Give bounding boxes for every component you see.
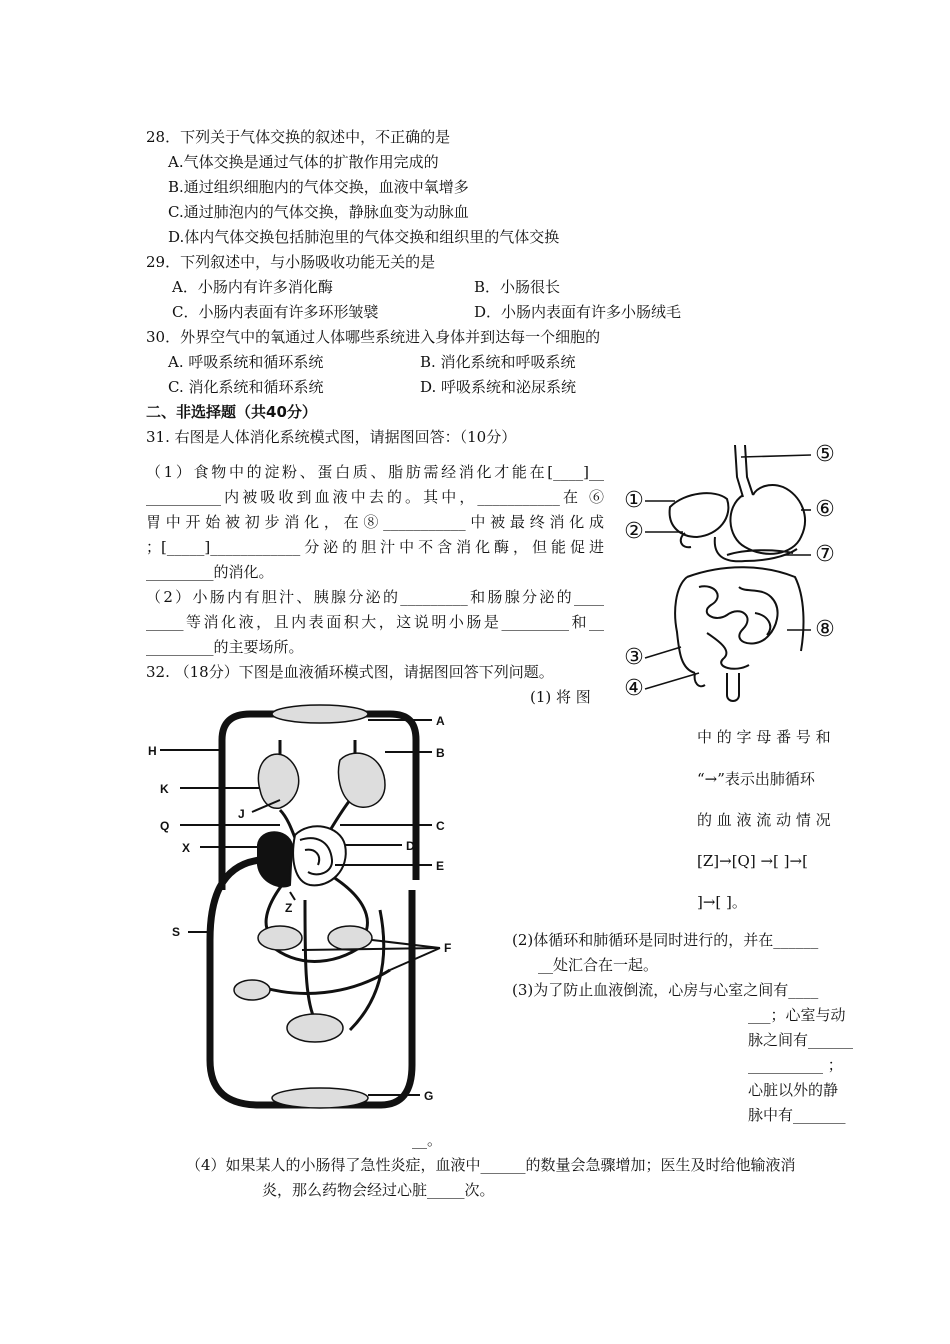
label-6: ⑥ bbox=[815, 495, 835, 521]
q31-part1-line5: _________的消化。 bbox=[146, 563, 274, 581]
q32-sub3-line3: 脉之间有______ bbox=[748, 1031, 854, 1049]
q32-sub1-line4: 的 血 液 流 动 情 况 bbox=[697, 811, 831, 829]
q30-option-d: D. 呼吸系统和泌尿系统 bbox=[420, 378, 577, 396]
label-Q: Q bbox=[160, 819, 170, 833]
q32-sub3-line4: __________ ； bbox=[748, 1056, 843, 1074]
q30-option-c: C. 消化系统和循环系统 bbox=[168, 378, 324, 396]
label-J: J bbox=[238, 807, 245, 821]
label-4: ④ bbox=[624, 674, 644, 700]
q31-part1-line1: （1）食物中的淀粉、蛋白质、脂肪需经消化才能在[____]__ bbox=[146, 463, 604, 481]
q29-option-d: D．小肠内表面有许多小肠绒毛 bbox=[474, 303, 682, 321]
label-8: ⑧ bbox=[815, 615, 835, 641]
label-2: ② bbox=[624, 517, 644, 543]
q32-sub3-line2: ___；心室与动 bbox=[748, 1006, 846, 1024]
label-A: A bbox=[436, 714, 445, 728]
q29-stem: 29．下列叙述中，与小肠吸收功能无关的是 bbox=[146, 253, 436, 271]
q31-part2-line3: _________的主要场所。 bbox=[146, 638, 304, 656]
label-H: H bbox=[148, 744, 157, 758]
q31-stem: 31. 右图是人体消化系统模式图，请据图回答：（10分） bbox=[146, 428, 517, 446]
q30-option-b: B. 消化系统和呼吸系统 bbox=[420, 353, 576, 371]
q32-sub2-line2: __处汇合在一起。 bbox=[538, 956, 659, 974]
q28-option-c: C.通过肺泡内的气体交换，静脉血变为动脉血 bbox=[168, 203, 469, 221]
q32-stem: 32. （18分）下图是血液循环模式图，请据图回答下列问题。 bbox=[146, 663, 554, 681]
q32-sub2-line1: (2)体循环和肺循环是同时进行的，并在______ bbox=[512, 931, 819, 949]
q30-stem: 30．外界空气中的氧通过人体哪些系统进入身体并到达每一个细胞的 bbox=[146, 328, 601, 346]
q28-option-d: D.体内气体交换包括肺泡里的气体交换和组织里的气体交换 bbox=[168, 228, 560, 246]
label-K: K bbox=[160, 782, 169, 796]
blood-circulation-diagram bbox=[140, 700, 470, 1130]
q29-option-a: A．小肠内有许多消化酶 bbox=[172, 278, 333, 296]
q32-sub4-line2: 炎，那么药物会经过心脏_____次。 bbox=[262, 1181, 495, 1199]
label-X: X bbox=[182, 841, 191, 855]
q30-option-a: A. 呼吸系统和循环系统 bbox=[168, 353, 324, 371]
label-3: ③ bbox=[624, 643, 644, 669]
label-F: F bbox=[444, 941, 452, 955]
q31-part2-line2: _____等消化液，且内表面积大，这说明小肠是_________和__ bbox=[146, 613, 604, 631]
q32-sub1-line6: ]→[ ]。 bbox=[697, 893, 747, 911]
q31-part1-line3: 胃中开始被初步消化，在⑧___________中被最终消化成 bbox=[146, 513, 604, 531]
q29-option-c: C．小肠内表面有许多环形皱襞 bbox=[172, 303, 379, 321]
label-1: ① bbox=[624, 486, 644, 512]
label-B: B bbox=[436, 746, 445, 760]
section-heading: 二、非选择题（共40分） bbox=[146, 403, 317, 421]
digestive-system-diagram bbox=[615, 437, 860, 710]
q32-sub4-line1: （4）如果某人的小肠得了急性炎症，血液中______的数量会急骤增加；医生及时给他输液消 bbox=[186, 1156, 796, 1174]
q32-sub3-line7: __。 bbox=[412, 1131, 443, 1149]
label-7: ⑦ bbox=[815, 540, 835, 566]
q31-part2-line1: （2）小肠内有胆汁、胰腺分泌的_________和肠腺分泌的____ bbox=[146, 588, 604, 606]
q32-sub3-line1: (3)为了防止血液倒流，心房与心室之间有____ bbox=[512, 981, 819, 999]
q32-sub3-line6: 脉中有_______ bbox=[748, 1106, 846, 1124]
label-D: D bbox=[406, 839, 415, 853]
label-5: ⑤ bbox=[815, 440, 835, 466]
q31-part1-line2: __________内被吸收到血液中去的。其中，___________在 ⑥ bbox=[146, 488, 604, 506]
q32-sub1-line2: 中 的 字 母 番 号 和 bbox=[697, 728, 831, 746]
q32-sub1-line3: “→”表示出肺循环 bbox=[697, 770, 815, 788]
q31-part1-line4: ；[_____]____________分泌的胆汁中不含消化酶，但能促进 bbox=[146, 538, 604, 556]
label-G: G bbox=[424, 1089, 434, 1103]
label-E: E bbox=[436, 859, 445, 873]
label-Z: Z bbox=[285, 901, 293, 915]
q29-option-b: B．小肠很长 bbox=[474, 278, 561, 296]
q32-sub1-line1: (1) 将 图 bbox=[530, 688, 591, 706]
q32-sub1-line5: [Z]→[Q] →[ ]→[ bbox=[697, 852, 808, 870]
q28-option-b: B.通过组织细胞内的气体交换，血液中氧增多 bbox=[168, 178, 469, 196]
label-S: S bbox=[172, 925, 181, 939]
label-C: C bbox=[436, 819, 445, 833]
q28-stem: 28．下列关于气体交换的叙述中，不正确的是 bbox=[146, 128, 451, 146]
q32-sub3-line5: 心脏以外的静 bbox=[748, 1081, 839, 1099]
q28-option-a: A.气体交换是通过气体的扩散作用完成的 bbox=[168, 153, 439, 171]
